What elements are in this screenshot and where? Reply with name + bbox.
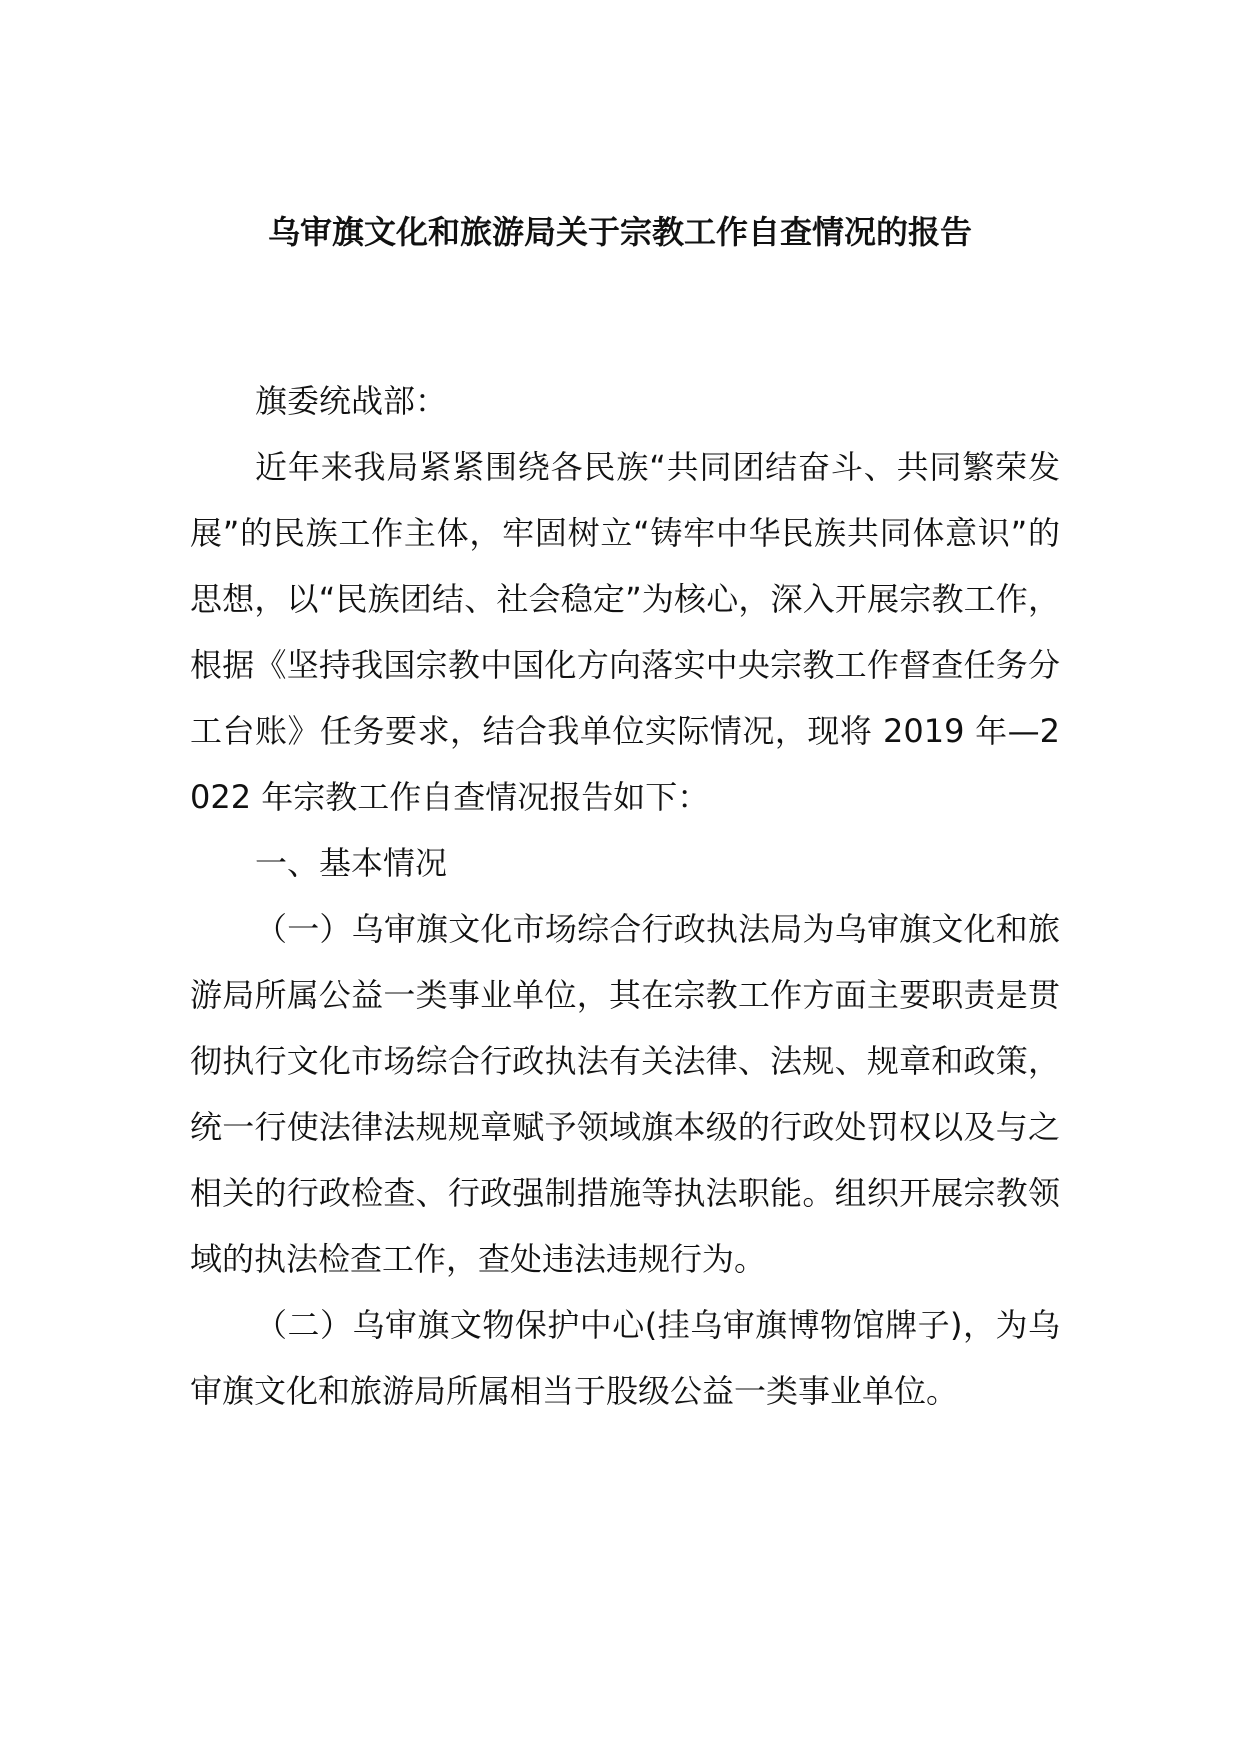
paragraph-item-2: （二）乌审旗文物保护中心(挂乌审旗博物馆牌子)，为乌审旗文化和旅游局所属相当于股级公益一类事业单位。	[190, 1306, 1060, 1410]
paragraph-item-1: （一）乌审旗文化市场综合行政执法局为乌审旗文化和旅游局所属公益一类事业单位，其在宗教工作方面主要职责是贯彻执行文化市场综合行政执法有关法律、法规、规章和政策，统一行使法律法规规章赋予领域旗本级的行政处罚权以及与之相关的行政检查、行政强制措施等执法职能。组织开展宗教领域的执法检查工作，查处违法违规行为。	[190, 910, 1060, 1278]
document-title: 乌审旗文化和旅游局关于宗教工作自查情况的报告	[267, 213, 972, 251]
salutation: 旗委统战部：	[255, 382, 448, 420]
paragraph-intro: 近年来我局紧紧围绕各民族“共同团结奋斗、共同繁荣发展”的民族工作主体，牢固树立“铸牢中华民族共同体意识”的思想，以“民族团结、社会稳定”为核心，深入开展宗教工作，根据《坚持我国宗教中国化方向落实中央宗教工作督查任务分工台账》任务要求，结合我单位实际情况，现将 2019 年—2022 年宗教工作自查情况报告如下：	[190, 448, 1060, 816]
document-body	[190, 368, 1060, 1424]
section-heading-basic-situation: 一、基本情况	[255, 844, 448, 882]
